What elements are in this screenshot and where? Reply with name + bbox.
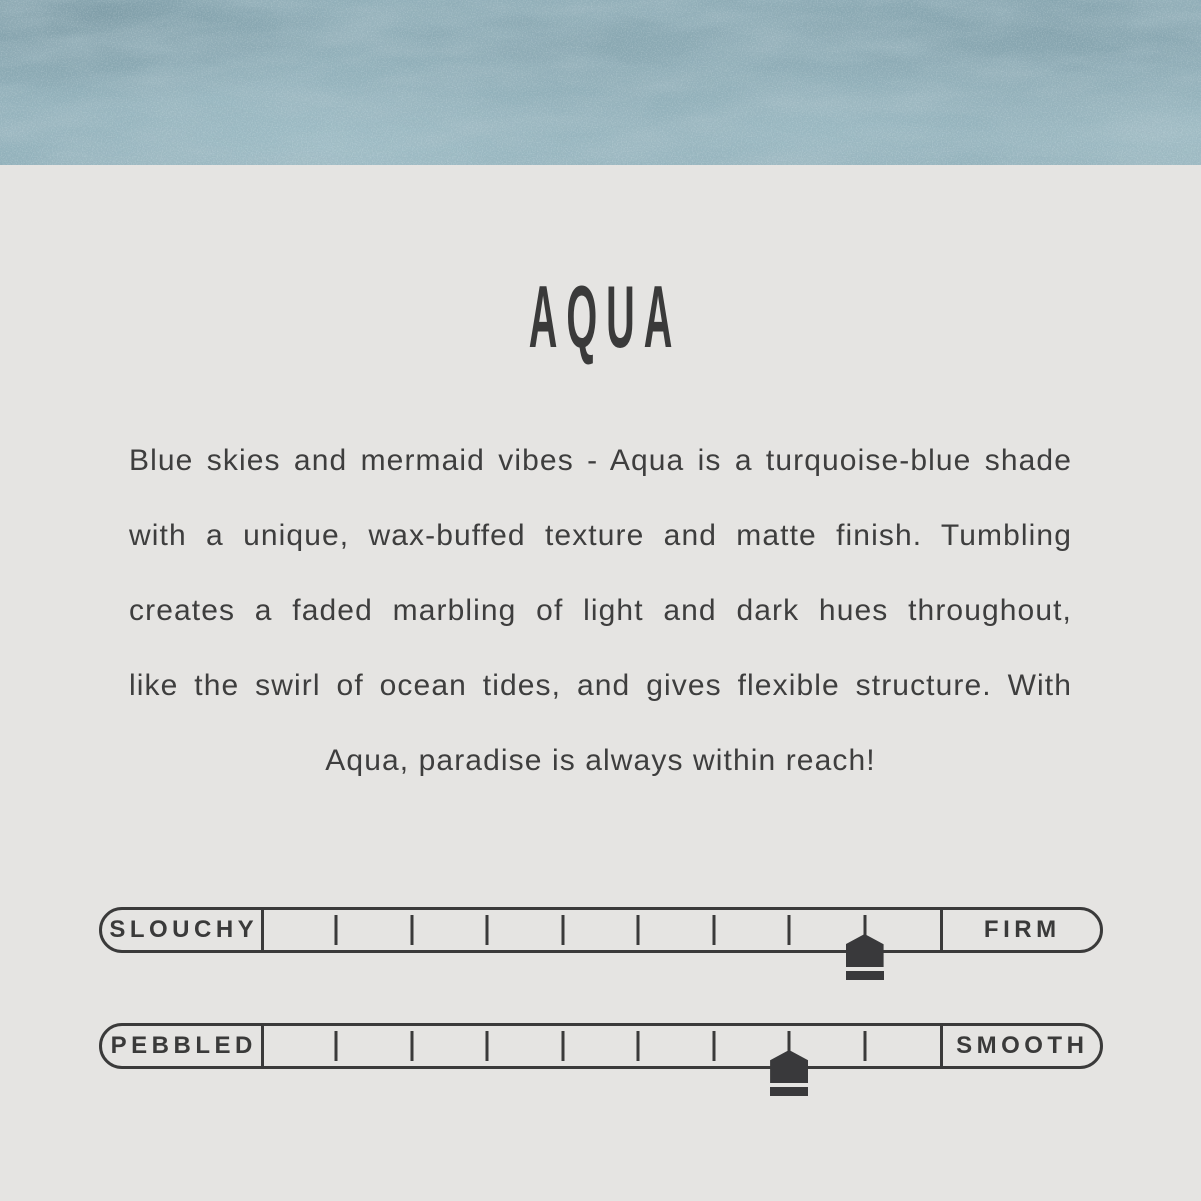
tick-mark (637, 915, 640, 945)
description-line: creates a faded marbling of light and dark hues throughout, (129, 594, 1072, 627)
tick-mark (637, 1031, 640, 1061)
description-line: like the swirl of ocean tides, and gives flexible structure. With (129, 669, 1072, 702)
color-description (129, 423, 1072, 798)
tick-mark (712, 1031, 715, 1061)
tick-mark (486, 915, 489, 945)
structure-scale (99, 907, 1103, 953)
tick-mark (561, 1031, 564, 1061)
tick-mark (335, 915, 338, 945)
tick-mark (561, 915, 564, 945)
tick-mark (335, 1031, 338, 1061)
description-line: with a unique, wax-buffed texture and matte finish. Tumbling (129, 519, 1072, 552)
tick-mark (712, 915, 715, 945)
marker-arrow (770, 1050, 808, 1083)
tick-mark (788, 915, 791, 945)
tick-mark (410, 915, 413, 945)
scale-label-slouchy: SLOUCHY (109, 916, 259, 943)
tick-mark (410, 1031, 413, 1061)
tick-mark (486, 1031, 489, 1061)
leather-texture-banner (0, 0, 1201, 165)
scale-divider (261, 910, 264, 950)
leather-grain-overlay (0, 0, 1201, 165)
scale-divider (261, 1026, 264, 1066)
marker-base (846, 971, 884, 980)
slider-marker-handle[interactable] (770, 1050, 808, 1096)
description-line: Aqua, paradise is always within reach! (325, 744, 876, 777)
scale-label-pebbled: PEBBLED (110, 1032, 257, 1059)
marker-arrow (846, 934, 884, 967)
slider-marker-handle[interactable] (846, 934, 884, 980)
color-name-text: AQUA (528, 267, 682, 366)
description-line: Blue skies and mermaid vibes - Aqua is a turquoise-blue shade (129, 444, 1072, 477)
texture-scale (99, 1023, 1103, 1069)
tick-mark (863, 1031, 866, 1061)
color-name-title (0, 267, 1201, 366)
scale-label-firm: FIRM (983, 916, 1061, 943)
marker-base (770, 1087, 808, 1096)
scale-label-smooth: SMOOTH (956, 1032, 1089, 1059)
